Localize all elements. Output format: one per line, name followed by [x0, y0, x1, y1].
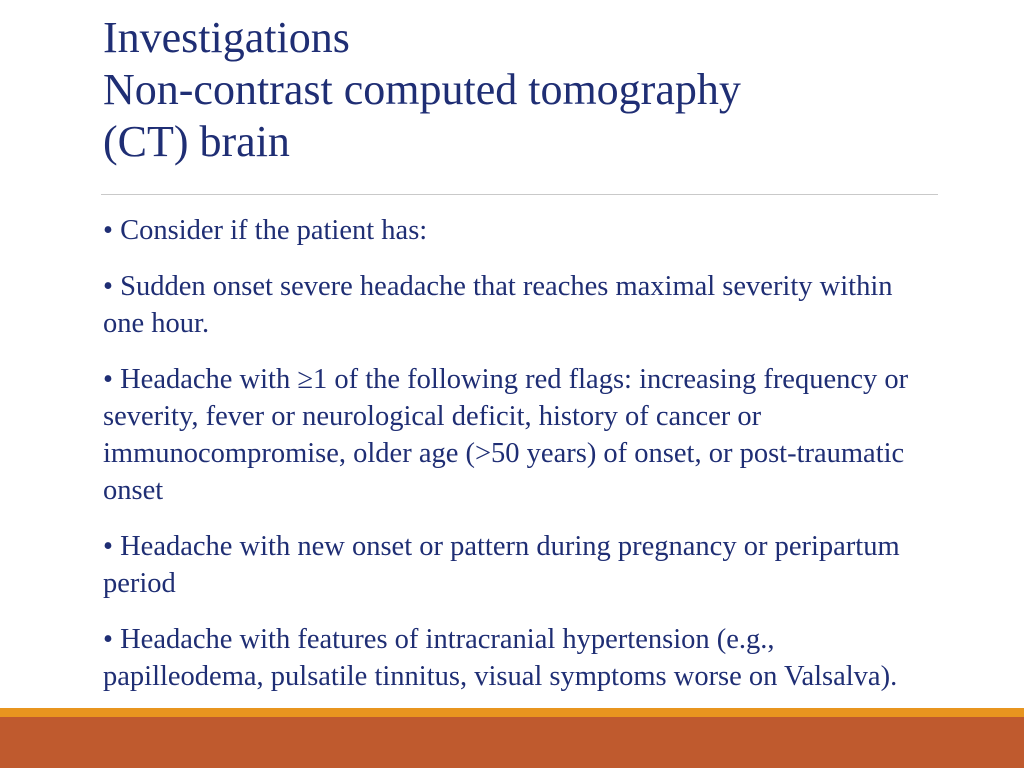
bullet-item-2: • Sudden onset severe headache that reaches maximal severity within one hour. — [103, 271, 893, 339]
bullet-list — [103, 212, 933, 714]
title-line-2: Non-contrast computed tomography — [103, 65, 741, 114]
bullet-item-1: • Consider if the patient has: — [103, 215, 428, 246]
bullet-item-5: • Headache with features of intracranial hypertension (e.g., papilleodema, pulsatile tinnitus, visual symptoms worse on Valsalva). — [103, 624, 898, 692]
bullet-item-4: • Headache with new onset or pattern during pregnancy or peripartum period — [103, 531, 900, 599]
title-line-1: Investigations — [103, 13, 350, 62]
title-divider — [101, 194, 938, 195]
footer-accent-stripe — [0, 708, 1024, 717]
slide-title — [103, 12, 923, 168]
title-line-3: (CT) brain — [103, 117, 290, 166]
footer-fill — [0, 717, 1024, 768]
bullet-item-3: • Headache with ≥1 of the following red flags: increasing frequency or severity, fever or neurological deficit, history of cancer or immunocompromise, older age (>50 years) of onset, or post-traumatic onset — [103, 364, 909, 506]
footer-bar — [0, 708, 1024, 768]
